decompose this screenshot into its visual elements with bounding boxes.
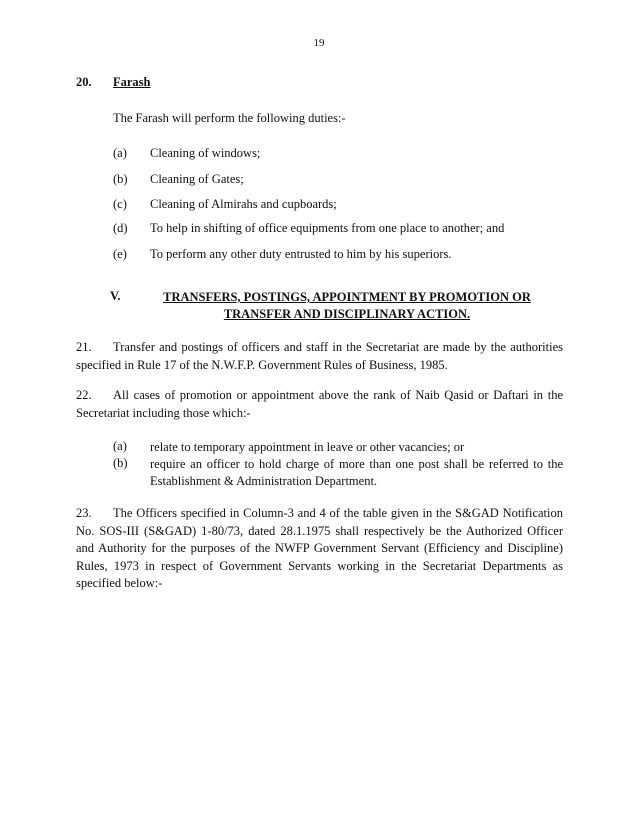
list-item-letter: (c) xyxy=(113,197,127,211)
paragraph-22 xyxy=(76,387,563,422)
list-item-letter: (b) xyxy=(113,172,128,186)
list-item-letter: (e) xyxy=(113,247,127,261)
paragraph-23 xyxy=(76,505,563,593)
paragraph-number: 23. xyxy=(76,506,92,520)
sub-item-text: require an officer to hold charge of more than one post shall be referred to the Establishment & Administration Department. xyxy=(150,457,563,488)
list-item-text: To perform any other duty entrusted to him by his superiors. xyxy=(150,247,452,261)
paragraph-number: 22. xyxy=(76,388,92,402)
list-item-text: Cleaning of Almirahs and cupboards; xyxy=(150,197,337,211)
list-item-letter: (d) xyxy=(113,221,128,235)
list-item-letter: (a) xyxy=(113,146,127,160)
sub-item-letter: (b) xyxy=(113,456,128,470)
part-title-line-1: TRANSFERS, POSTINGS, APPOINTMENT BY PROMOTION OR xyxy=(163,290,531,304)
section-number: 20. xyxy=(76,75,92,89)
list-item-text: To help in shifting of office equipments from one place to another; and xyxy=(150,221,505,235)
paragraph-text: Transfer and postings of officers and staff in the Secretariat are made by the authorities specified in Rule 17 of the N.W.F.P. Government Rules of Business, 1985. xyxy=(76,340,563,372)
part-title-line-2: TRANSFER AND DISCIPLINARY ACTION. xyxy=(223,307,471,321)
part-title xyxy=(147,289,547,323)
sub-item-text: relate to temporary appointment in leave or other vacancies; or xyxy=(150,440,465,454)
page-number: 19 xyxy=(313,37,325,49)
part-number: V. xyxy=(110,289,121,303)
paragraph-21 xyxy=(76,339,563,374)
list-item-text: Cleaning of Gates; xyxy=(150,172,244,186)
sub-item-letter: (a) xyxy=(113,439,127,453)
section-intro: The Farash will perform the following duties:- xyxy=(113,111,346,125)
paragraph-text: The Officers specified in Column-3 and 4 of the table given in the S&GAD Notification No. SOS-III (S&GAD) 1-80/73, dated 28.1.1975 shall respectively be the Authorized Officer and Authority for the purposes of the NWFP Government Servant (Efficiency and Discipline) Rules, 1973 in respect of Government Servants working in the Secretariat Departments as specified below:- xyxy=(76,506,563,590)
section-title: Farash xyxy=(113,75,151,89)
paragraph-text: All cases of promotion or appointment above the rank of Naib Qasid or Daftari in the Secretariat including those which:- xyxy=(76,388,563,420)
list-item-text: Cleaning of windows; xyxy=(150,146,261,160)
paragraph-number: 21. xyxy=(76,340,92,354)
